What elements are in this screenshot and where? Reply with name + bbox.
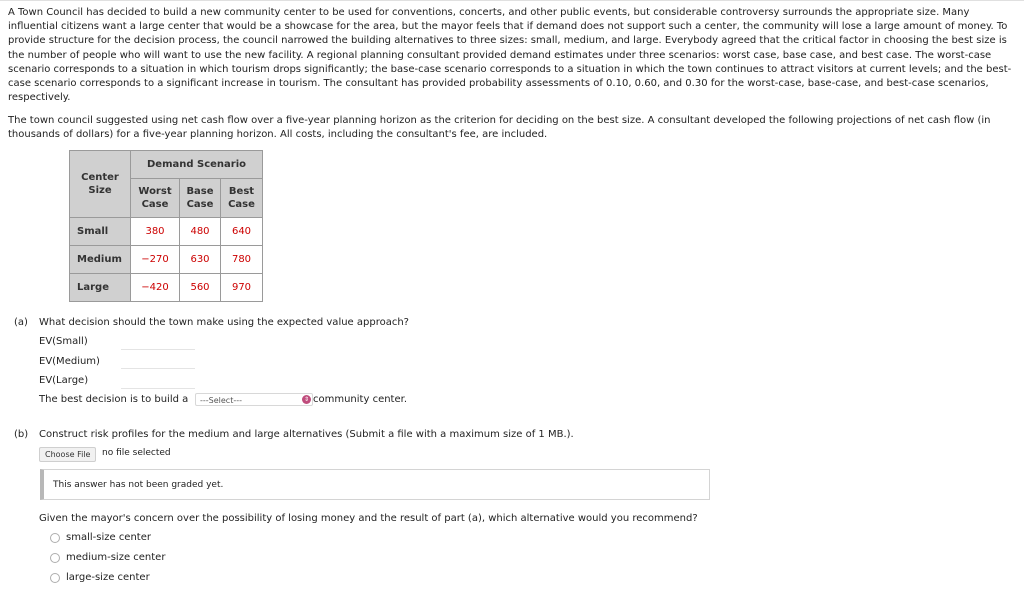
part-a-question: What decision should the town make using the expected value approach?: [39, 317, 409, 328]
col-header-base: Base Case: [180, 179, 221, 218]
select-arrows-icon: ⇕: [303, 396, 310, 403]
ev-large-label: EV(Large): [39, 375, 89, 386]
table-cell: 970: [221, 274, 263, 302]
option-label-large: large-size center: [66, 572, 150, 583]
grading-status-box: [40, 469, 710, 500]
ev-small-label: EV(Small): [39, 336, 88, 347]
radio-large-size[interactable]: [50, 573, 60, 583]
top-divider: [0, 0, 1024, 1]
row-label-large: Large: [70, 274, 131, 302]
col-header-worst: Worst Case: [131, 179, 180, 218]
table-cell: −420: [131, 274, 180, 302]
table-cell: 640: [221, 218, 263, 246]
table-row: [70, 218, 263, 246]
row-label-medium: Medium: [70, 246, 131, 274]
table-cell: 480: [180, 218, 221, 246]
table-cell: 560: [180, 274, 221, 302]
grading-status-text: This answer has not been graded yet.: [53, 480, 224, 490]
ev-medium-label: EV(Medium): [39, 356, 100, 367]
row-label-small: Small: [70, 218, 131, 246]
option-label-small: small-size center: [66, 532, 151, 543]
radio-small-size[interactable]: [50, 533, 60, 543]
choose-file-button[interactable]: Choose File: [39, 447, 96, 462]
ev-small-input[interactable]: [121, 333, 195, 350]
option-label-medium: medium-size center: [66, 552, 166, 563]
ev-large-input[interactable]: [121, 372, 195, 389]
best-decision-label: The best decision is to build a: [39, 394, 189, 405]
best-decision-suffix: community center.: [313, 394, 408, 405]
problem-criterion: The town council suggested using net cash flow over a five-year planning horizon as the criterion for deciding on the best size. A consultant developed the following projections of net cash flow (in thousands of dollars) for a five-year planning horizon. All costs, including the consultant's fee, are included.: [8, 115, 991, 141]
table-cell: 380: [131, 218, 180, 246]
ev-medium-input[interactable]: [121, 352, 195, 369]
size-select-value: ---Select---: [200, 396, 242, 405]
no-file-status: no file selected: [102, 448, 171, 458]
part-b-marker: (b): [14, 429, 29, 440]
part-b-question: Construct risk profiles for the medium and large alternatives (Submit a file with a maximum size of 1 MB.).: [39, 429, 574, 440]
table-cell: 780: [221, 246, 263, 274]
part-a-marker: (a): [14, 317, 28, 328]
table-row: [70, 274, 263, 302]
recommendation-question: Given the mayor's concern over the possibility of losing money and the result of part (a), which alternative would you recommend?: [39, 513, 698, 524]
col-header-best: Best Case: [221, 179, 263, 218]
table-row: [70, 246, 263, 274]
size-select[interactable]: [195, 393, 313, 406]
table-corner-header: Center Size: [70, 151, 131, 218]
table-group-header: Demand Scenario: [131, 151, 263, 179]
table-cell: −270: [131, 246, 180, 274]
radio-medium-size[interactable]: [50, 553, 60, 563]
problem-intro: A Town Council has decided to build a new community center to be used for conventions, concerts, and other public events, but considerable controversy surrounds the appropriate size. Many influential citizens want a large center that would be a showcase for the area, but the mayor feels that if demand does not support such a center, the community will lose a large amount of money. To provide structure for the decision process, the council narrowed the building alternatives to three sizes: small, medium, and large. Everybody agreed that the critical factor in choosing the best size is the number of people who will want to use the new facility. A regional planning consultant provided demand estimates under three scenarios: worst case, base case, and best case. The worst-case scenario corresponds to a situation in which tourism drops significantly; the base-case scenario corresponds to a situation in which the town continues to attract visitors at current levels; and the best-case scenario corresponds to a significant increase in tourism. The consultant has provided probability assessments of 0.10, 0.60, and 0.30 for the worst-case, base-case, and best-case scenarios, respectively.: [8, 7, 1012, 104]
table-cell: 630: [180, 246, 221, 274]
cash-flow-table: [69, 150, 263, 302]
